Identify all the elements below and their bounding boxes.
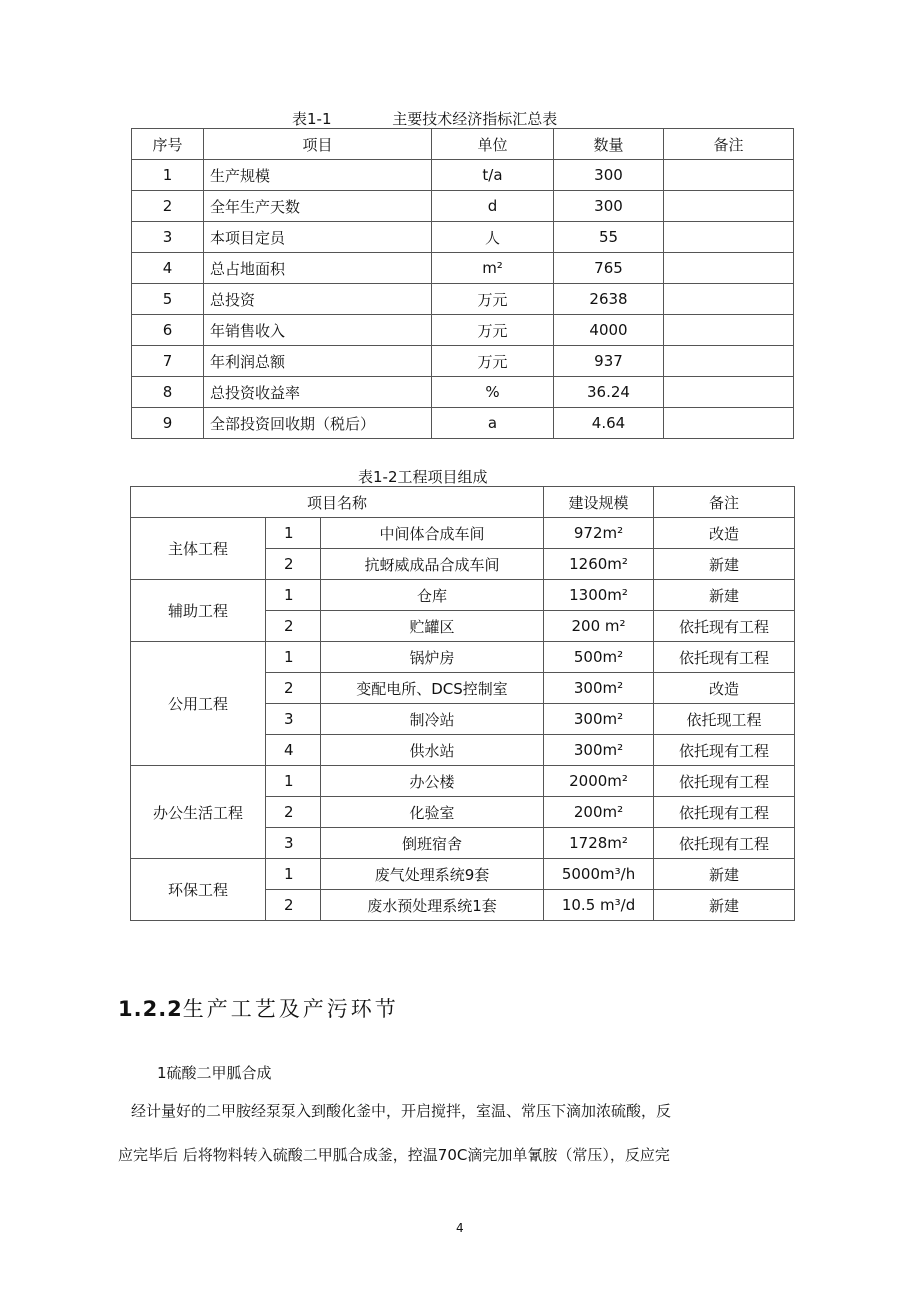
table-cell: 3 [266, 828, 321, 859]
table-cell: 972m² [544, 518, 654, 549]
subsection-title: 1硫酸二甲胍合成 [157, 1064, 272, 1082]
table-cell: 依托现有工程 [654, 611, 795, 642]
table-cell: 生产规模 [204, 160, 432, 191]
table-cell: 1 [266, 766, 321, 797]
paragraph-line-1: 经计量好的二甲胺经泵泵入到酸化釜中，开启搅拌，室温、常压下滴加浓硫酸，反 [131, 1102, 672, 1120]
table-cell: 新建 [654, 549, 795, 580]
table2-header-cell: 备注 [654, 487, 795, 518]
table-cell: 200m² [544, 797, 654, 828]
table-cell: 万元 [432, 284, 554, 315]
table-cell: 万元 [432, 346, 554, 377]
table-cell: 2 [132, 191, 204, 222]
table-cell: 200 m² [544, 611, 654, 642]
table-cell: 依托现有工程 [654, 642, 795, 673]
section-number: 1.2.2 [118, 997, 183, 1021]
table-cell: d [432, 191, 554, 222]
table1-header-cell: 项目 [204, 129, 432, 160]
table-cell: 1 [132, 160, 204, 191]
table-cell: 300m² [544, 704, 654, 735]
table-cell: 全年生产天数 [204, 191, 432, 222]
table2-header-cell: 项目名称 [131, 487, 544, 518]
table-cell: 300 [554, 160, 664, 191]
table-cell: 300m² [544, 735, 654, 766]
table-row [132, 222, 794, 253]
table-cell: 2000m² [544, 766, 654, 797]
group-name-cell: 环保工程 [131, 859, 266, 921]
table-cell: 4 [132, 253, 204, 284]
table-cell: 办公楼 [321, 766, 544, 797]
table-cell: 新建 [654, 890, 795, 921]
table-cell: 500m² [544, 642, 654, 673]
table2-header-cell: 建设规模 [544, 487, 654, 518]
table-cell: 1 [266, 518, 321, 549]
table-cell: 废水预处理系统1套 [321, 890, 544, 921]
table1-header-cell: 备注 [664, 129, 794, 160]
table1-caption-title: 主要技术经济指标汇总表 [392, 110, 558, 128]
table-cell: 7 [132, 346, 204, 377]
table-row [131, 766, 795, 797]
table-cell: 3 [266, 704, 321, 735]
paragraph-line-2: 应完毕后 后将物料转入硫酸二甲胍合成釜，控温70C滴完加单氰胺（常压），反应完 [118, 1146, 670, 1164]
table2-caption: 表1-2工程项目组成 [358, 468, 488, 486]
table-cell: 年销售收入 [204, 315, 432, 346]
table-cell: 万元 [432, 315, 554, 346]
table-row [131, 518, 795, 549]
table-row [131, 642, 795, 673]
table-cell: 本项目定员 [204, 222, 432, 253]
table2-header-row [131, 487, 795, 518]
table-cell: 倒班宿舍 [321, 828, 544, 859]
table-cell: 2 [266, 549, 321, 580]
table-cell: 依托现有工程 [654, 828, 795, 859]
group-name-cell: 公用工程 [131, 642, 266, 766]
table-cell: 改造 [654, 673, 795, 704]
table-cell: 1260m² [544, 549, 654, 580]
table-cell: 贮罐区 [321, 611, 544, 642]
table-cell: 总投资收益率 [204, 377, 432, 408]
table1-header-cell: 数量 [554, 129, 664, 160]
table-row [132, 377, 794, 408]
table-cell [664, 315, 794, 346]
table-cell: 1 [266, 859, 321, 890]
table-cell: 依托现工程 [654, 704, 795, 735]
table-cell: 5000m³/h [544, 859, 654, 890]
table-cell [664, 191, 794, 222]
group-name-cell: 办公生活工程 [131, 766, 266, 859]
page-number: 4 [456, 1221, 464, 1235]
table-cell: 新建 [654, 859, 795, 890]
section-title: 生产工艺及产污环节 [182, 997, 399, 1021]
table-cell: 2 [266, 890, 321, 921]
table-cell: 改造 [654, 518, 795, 549]
table1-header-cell: 序号 [132, 129, 204, 160]
table-cell: 新建 [654, 580, 795, 611]
table-row [132, 160, 794, 191]
table-cell: 10.5 m³/d [544, 890, 654, 921]
table-cell: 2 [266, 611, 321, 642]
group-name-cell: 辅助工程 [131, 580, 266, 642]
table-cell: a [432, 408, 554, 439]
table-cell: 6 [132, 315, 204, 346]
table1-caption [292, 108, 557, 129]
table-cell [664, 284, 794, 315]
table-cell: 36.24 [554, 377, 664, 408]
table-cell: 5 [132, 284, 204, 315]
table-cell: 9 [132, 408, 204, 439]
table-cell [664, 160, 794, 191]
table-cell [664, 408, 794, 439]
table-cell: 765 [554, 253, 664, 284]
table-cell: 仓库 [321, 580, 544, 611]
table-cell: 依托现有工程 [654, 797, 795, 828]
project-composition-table [130, 486, 795, 921]
technical-indicators-table [131, 128, 794, 439]
table-row [132, 191, 794, 222]
table-row [132, 315, 794, 346]
table-cell: 4.64 [554, 408, 664, 439]
table-cell: 人 [432, 222, 554, 253]
table-cell: 抗蚜威成品合成车间 [321, 549, 544, 580]
table-row [132, 284, 794, 315]
table-cell [664, 253, 794, 284]
table-cell: 中间体合成车间 [321, 518, 544, 549]
table-cell: % [432, 377, 554, 408]
table1-header-row [132, 129, 794, 160]
group-name-cell: 主体工程 [131, 518, 266, 580]
table-cell: t/a [432, 160, 554, 191]
section-heading [118, 993, 399, 1023]
table-row [132, 408, 794, 439]
table-cell: 总占地面积 [204, 253, 432, 284]
table-row [132, 253, 794, 284]
table-cell: 3 [132, 222, 204, 253]
table1-header-cell: 单位 [432, 129, 554, 160]
table-row [131, 580, 795, 611]
table-cell: 1728m² [544, 828, 654, 859]
table-row [132, 346, 794, 377]
table-cell: 1300m² [544, 580, 654, 611]
table-cell: 2 [266, 673, 321, 704]
table-cell: 8 [132, 377, 204, 408]
table-cell: 4000 [554, 315, 664, 346]
table-cell: 化验室 [321, 797, 544, 828]
table-cell: 年利润总额 [204, 346, 432, 377]
table-cell: 4 [266, 735, 321, 766]
table-cell [664, 346, 794, 377]
table-cell [664, 377, 794, 408]
table-cell: 1 [266, 580, 321, 611]
table-cell: 依托现有工程 [654, 735, 795, 766]
table-cell: 2638 [554, 284, 664, 315]
table-cell: 1 [266, 642, 321, 673]
table-cell: 总投资 [204, 284, 432, 315]
table-cell: 供水站 [321, 735, 544, 766]
table-cell: 300 [554, 191, 664, 222]
table-cell: 变配电所、DCS控制室 [321, 673, 544, 704]
table-cell: 依托现有工程 [654, 766, 795, 797]
table-cell: 55 [554, 222, 664, 253]
table-cell: m² [432, 253, 554, 284]
table-cell: 300m² [544, 673, 654, 704]
table-cell: 制冷站 [321, 704, 544, 735]
table-cell: 937 [554, 346, 664, 377]
table-cell: 2 [266, 797, 321, 828]
table-cell: 废气处理系统9套 [321, 859, 544, 890]
table1-caption-number: 表1-1 [292, 110, 332, 128]
table-cell: 全部投资回收期（税后） [204, 408, 432, 439]
table-cell [664, 222, 794, 253]
table-cell: 锅炉房 [321, 642, 544, 673]
table-row [131, 859, 795, 890]
